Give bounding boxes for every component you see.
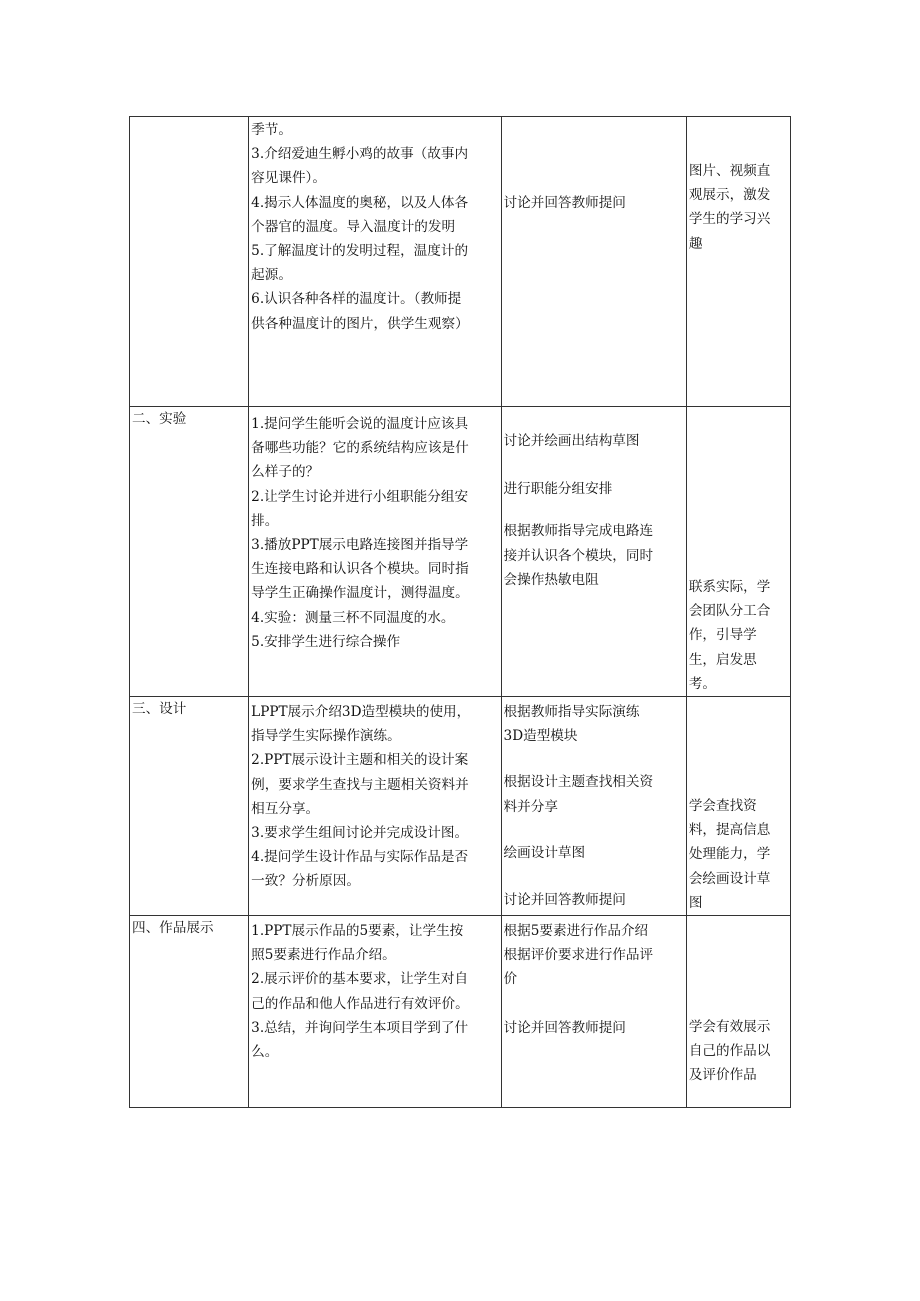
table-row [130, 697, 791, 916]
student-line: 根据教师指导实际演练 [503, 704, 640, 721]
intent-line: 生，启发思 [688, 651, 757, 668]
teacher-line: 1.PPT展示作品的5要素，让学生按 [251, 923, 464, 940]
student-line: 接并认识各个模块，同时 [503, 547, 654, 564]
teacher-line: 相互分享。 [251, 800, 320, 817]
teacher-line: 3.要求学生组间讨论并完成设计图。 [251, 825, 469, 842]
intent-line: 图片、视频直 [688, 163, 771, 179]
teacher-line: 供各种温度计的图片，供学生观察） [251, 315, 469, 332]
stage-cell [130, 407, 249, 697]
teacher-line: 导学生正确操作温度计，测得温度。 [251, 585, 469, 602]
teacher-line: 3.播放PPT展示电路连接图并指导学 [251, 537, 469, 554]
teacher-line: 2.PPT展示设计主题和相关的设计案 [251, 752, 469, 769]
lesson-plan-table [129, 116, 791, 1108]
student-line: 进行职能分组安排 [503, 481, 613, 498]
teacher-line: 备哪些功能？它的系统结构应该是什 [251, 440, 469, 457]
teacher-activity-cell [249, 916, 501, 1108]
student-line: 讨论并回答教师提问 [503, 195, 626, 211]
intent-line: 会绘画设计草 [688, 870, 771, 887]
student-activity-cell [501, 407, 686, 697]
stage-label: 四、作品展示 [132, 920, 214, 937]
intent-line: 料，提高信息 [688, 822, 771, 839]
teacher-line: 4.实验：测量三杯不同温度的水。 [251, 609, 455, 626]
student-activity-cell [501, 916, 686, 1108]
stage-cell [130, 697, 249, 916]
teacher-line: 指导学生实际操作演练。 [251, 728, 401, 745]
teacher-line: 6.认识各种各样的温度计。（教师提 [251, 291, 462, 308]
intent-line: 图 [688, 894, 703, 911]
teacher-line: 3.总结，并询问学生本项目学到了什 [251, 1019, 469, 1036]
intent-line: 考。 [688, 675, 716, 692]
teacher-line: 5.安排学生进行综合操作 [251, 633, 401, 650]
student-line: 讨论并绘画出结构草图 [503, 433, 640, 449]
intent-line: 自己的作品以 [688, 1043, 771, 1060]
teacher-line: 3.介绍爱迪生孵小鸡的故事（故事内 [251, 146, 469, 163]
stage-label: 三、设计 [132, 701, 187, 718]
student-line: 根据设计主题查找相关资 [503, 774, 654, 791]
intent-line: 及评价作品 [688, 1067, 757, 1084]
student-activity-cell [501, 117, 686, 407]
student-line: 3D造型模块 [503, 728, 578, 745]
student-line: 价 [503, 971, 518, 988]
intent-line: 学会有效展示 [688, 1019, 771, 1036]
student-line: 根据评价要求进行作品评 [503, 947, 654, 964]
design-intent-cell [686, 916, 790, 1108]
design-intent-cell [686, 117, 790, 407]
student-line: 讨论并回答教师提问 [503, 892, 626, 909]
intent-line: 观展示，激发 [688, 187, 771, 204]
teacher-line: 2.展示评价的基本要求，让学生对自 [251, 971, 469, 988]
intent-line: 会团队分工合 [688, 603, 771, 620]
student-line: 根据教师指导完成电路连 [503, 523, 654, 540]
intent-line: 作，引导学 [688, 627, 757, 644]
teacher-line: 么。 [251, 1044, 279, 1061]
teacher-line: 例，要求学生查找与主题相关资料并 [251, 776, 469, 793]
stage-cell [130, 916, 249, 1108]
teacher-line: 4.揭示人体温度的奥秘，以及人体各 [251, 194, 469, 211]
table-row [130, 117, 791, 407]
teacher-line: 个器官的温度。导入温度计的发明 [251, 218, 456, 235]
intent-line: 处理能力，学 [688, 846, 771, 863]
teacher-line: 么样子的？ [251, 464, 320, 481]
design-intent-cell [686, 407, 790, 697]
teacher-activity-cell [249, 117, 501, 407]
stage-label: 二、实验 [132, 411, 187, 427]
student-line: 料并分享 [503, 798, 558, 815]
teacher-line: 生连接电路和认识各个模块。同时指 [251, 561, 469, 578]
teacher-line: 排。 [251, 512, 279, 529]
intent-line: 学生的学习兴 [688, 211, 771, 228]
student-line: 讨论并回答教师提问 [503, 1019, 626, 1036]
design-intent-cell [686, 697, 790, 916]
teacher-line: LPPT展示介绍3D造型模块的使用， [251, 704, 471, 721]
teacher-line: 5.了解温度计的发明过程，温度计的 [251, 243, 469, 260]
teacher-line: 季节。 [251, 122, 292, 138]
teacher-line: 容见课件）。 [251, 170, 326, 187]
intent-line: 趣 [688, 235, 703, 252]
teacher-activity-cell [249, 697, 501, 916]
teacher-line: 己的作品和他人作品进行有效评价。 [251, 995, 469, 1012]
teacher-line: 一致？分析原因。 [251, 873, 360, 890]
teacher-activity-cell [249, 407, 501, 697]
table-row [130, 407, 791, 697]
table-row [130, 916, 791, 1108]
student-line: 绘画设计草图 [503, 844, 586, 861]
stage-cell [130, 117, 249, 407]
teacher-line: 起源。 [251, 267, 292, 284]
student-line: 会操作热敏电阻 [503, 571, 599, 588]
teacher-line: 1.提问学生能听会说的温度计应该具 [251, 416, 469, 432]
teacher-line: 照5要素进行作品介绍。 [251, 947, 396, 964]
teacher-line: 2.让学生讨论并进行小组职能分组安 [251, 488, 469, 505]
teacher-line: 4.提问学生设计作品与实际作品是否 [251, 849, 469, 866]
student-line: 根据5要素进行作品介绍 [503, 923, 649, 940]
student-activity-cell [501, 697, 686, 916]
intent-line: 联系实际，学 [688, 579, 771, 595]
intent-line: 学会查找资 [688, 798, 757, 815]
